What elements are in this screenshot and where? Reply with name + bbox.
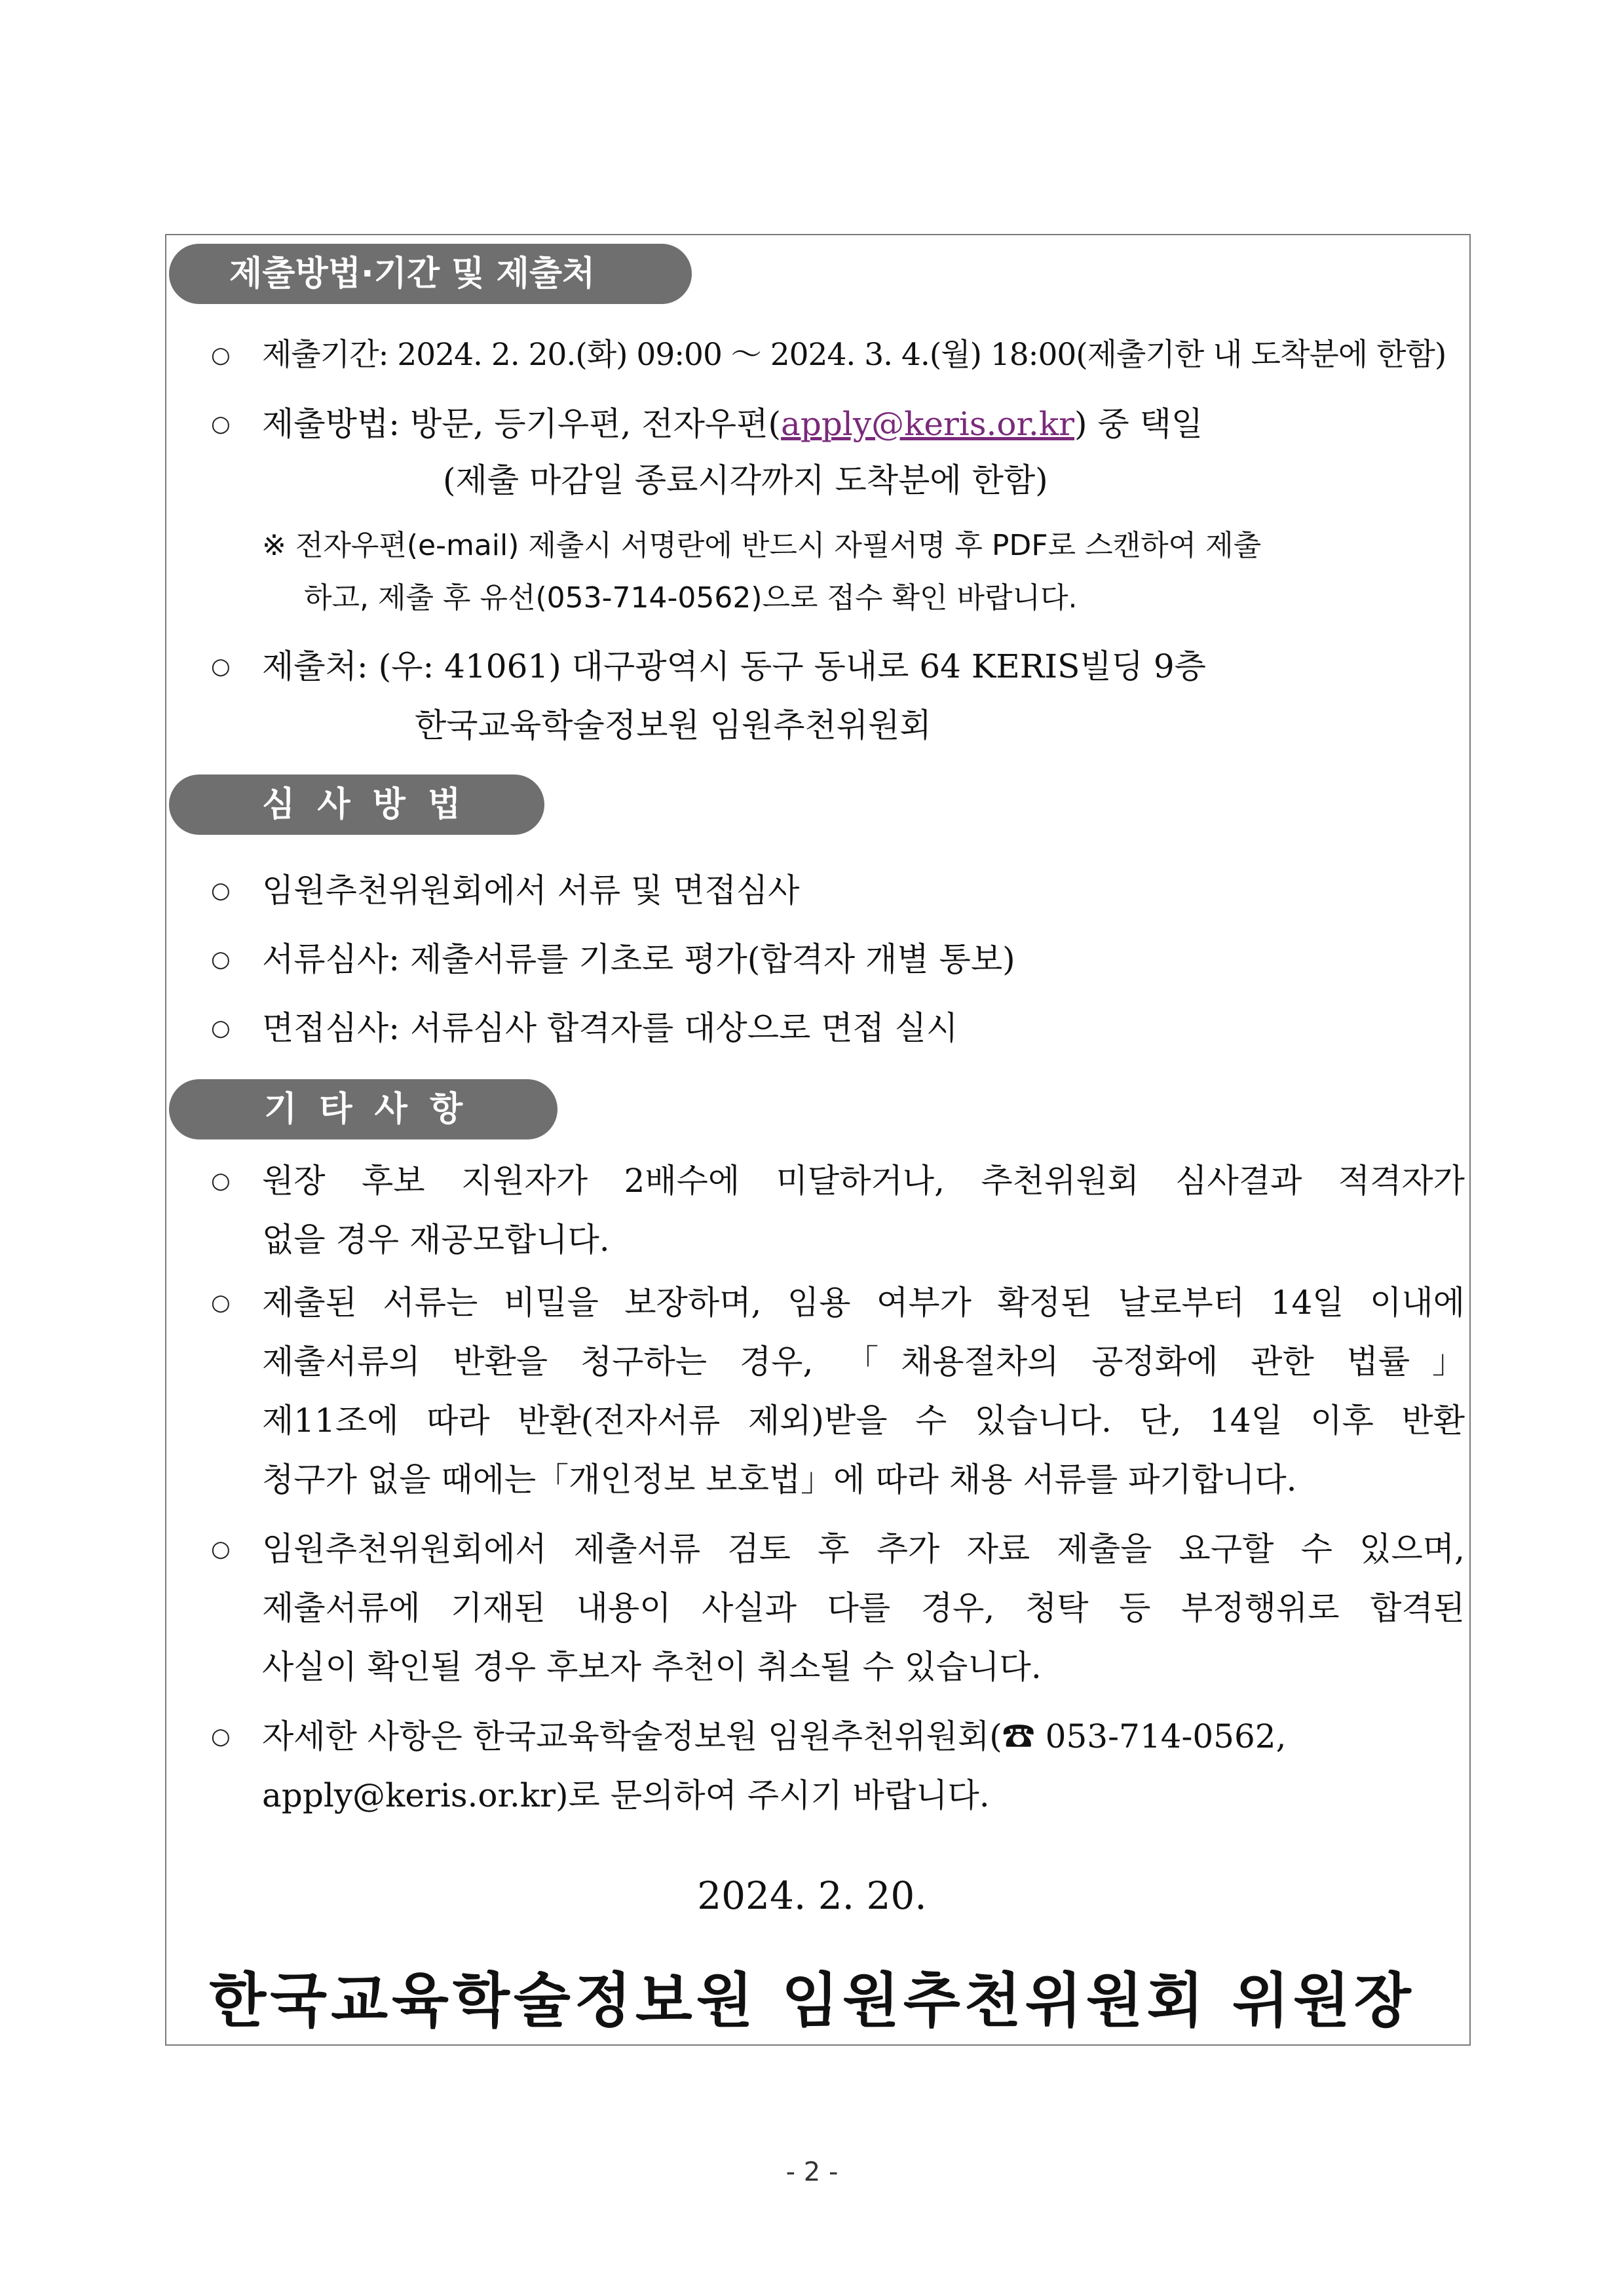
section-title: 제출방법·기간 및 제출처 (229, 254, 595, 294)
bullet-icon: ○ (211, 1168, 231, 1194)
submission-period: 제출기간: 2024. 2. 20.(화) 09:00 ～ 2024. 3. 4.(월) 18:00(제출기한 내 도착분에 한함) (262, 337, 1446, 373)
review-item: 임원추천위원회에서 서류 및 면접심사 (262, 871, 800, 909)
bullet-icon: ○ (211, 411, 231, 437)
submission-address-org: 한국교육학술정보원 임원추천위원회 (415, 706, 932, 744)
other-item-line: 제출서류의 반환을 청구하는 경우, 「채용절차의 공정화에 관한 법률」 (262, 1343, 1465, 1381)
other-item-line: 원장 후보 지원자가 2배수에 미달하거나, 추천위원회 심사결과 적격자가 (262, 1162, 1465, 1200)
other-item-line: apply@keris.or.kr)로 문의하여 주시기 바랍니다. (262, 1776, 990, 1814)
other-item-line: 임원추천위원회에서 제출서류 검토 후 추가 자료 제출을 요구할 수 있으며, (262, 1530, 1465, 1568)
bullet-icon: ○ (211, 1015, 231, 1041)
method-prefix: 제출방법: 방문, 등기우편, 전자우편( (262, 405, 782, 443)
section-title: 심 사 방 법 (262, 785, 466, 824)
email-link[interactable]: apply@keris.or.kr (781, 405, 1075, 443)
section-title: 기 타 사 항 (264, 1090, 468, 1129)
bullet-icon: ○ (211, 1290, 231, 1316)
signature-line: 한국교육학술정보원 임원추천위원회 위원장 (209, 1966, 1415, 2035)
section-header-submission (169, 244, 692, 304)
bullet-icon: ○ (211, 1723, 231, 1750)
other-item-line: 제출서류에 기재된 내용이 사실과 다를 경우, 청탁 등 부정행위로 합격된 (262, 1589, 1465, 1627)
email-note-line-1: ※ 전자우편(e-mail) 제출시 서명란에 반드시 자필서명 후 PDF로 스캔하여 제출 (262, 529, 1262, 562)
bullet-icon: ○ (211, 653, 231, 679)
page-number: - 2 - (785, 2157, 839, 2187)
other-item-line: 제출된 서류는 비밀을 보장하며, 임용 여부가 확정된 날로부터 14일 이내에 (262, 1284, 1465, 1322)
other-item-line: 청구가 없을 때에는「개인정보 보호법」에 따라 채용 서류를 파기합니다. (262, 1461, 1297, 1499)
submission-address: 제출처: (우: 41061) 대구광역시 동구 동내로 64 KERIS빌딩 9층 (262, 647, 1206, 685)
other-item-line: 자세한 사항은 한국교육학술정보원 임원추천위원회(☎ 053-714-0562, (262, 1717, 1287, 1755)
email-note-line-2: 하고, 제출 후 유선(053-714-0562)으로 접수 확인 바랍니다. (304, 581, 1078, 615)
submission-method (262, 404, 1203, 444)
bullet-icon: ○ (211, 877, 231, 904)
bullet-icon: ○ (211, 342, 231, 368)
notice-frame (165, 234, 1471, 2046)
method-suffix: ) 중 택일 (1074, 405, 1203, 443)
bullet-icon: ○ (211, 946, 231, 972)
other-item-line: 사실이 확인될 경우 후보자 추천이 취소될 수 있습니다. (262, 1648, 1042, 1686)
other-item-line: 없을 경우 재공모합니다. (262, 1221, 610, 1259)
other-item-line: 제11조에 따라 반환(전자서류 제외)받을 수 있습니다. 단, 14일 이후 반환 (262, 1402, 1465, 1440)
review-item: 면접심사: 서류심사 합격자를 대상으로 면접 실시 (262, 1009, 958, 1047)
review-item: 서류심사: 제출서류를 기초로 평가(합격자 개별 통보) (262, 940, 1015, 978)
submission-method-note: (제출 마감일 종료시각까지 도착분에 한함) (443, 461, 1048, 499)
notice-date: 2024. 2. 20. (697, 1873, 927, 1918)
section-header-review (169, 775, 544, 835)
section-header-other (169, 1079, 557, 1139)
bullet-icon: ○ (211, 1536, 231, 1562)
